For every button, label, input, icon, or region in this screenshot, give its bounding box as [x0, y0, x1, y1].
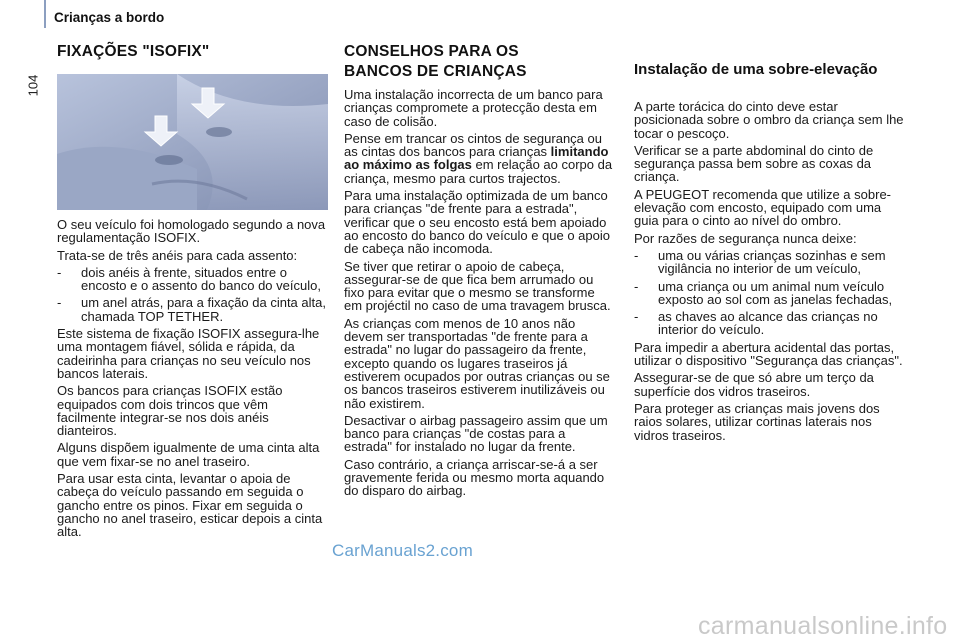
isofix-list [57, 266, 329, 323]
paragraph: Verificar se a parte abdominal do cinto de segurança passa bem sobre as coxas da criança. [634, 142, 874, 185]
paragraph: Assegurar-se de que só abre um terço da superfície dos vidros traseiros. [634, 370, 874, 399]
booster-body [634, 100, 909, 446]
paragraph: Por razões de segurança nunca deixe: [634, 230, 857, 246]
header-accent-bar [44, 0, 46, 28]
booster-section [634, 61, 909, 78]
page-number: 104 [25, 74, 41, 97]
paragraph: Pense em trancar os cintos de segurança ou as cintas dos bancos para crianças limitando ao máximo as folgas em relação ao corpo da criança, mesmo para curtos trajectos. [344, 130, 613, 186]
paragraph: Os bancos para crianças ISOFIX estão equipados com dois trincos que vêm facilmente integrar-se nos dois anéis dianteiros. [57, 383, 283, 439]
paragraph: Trata-se de três anéis para cada assento: [57, 247, 298, 263]
advice-section [344, 42, 616, 82]
paragraph: Desactivar o airbag passageiro assim que um banco para crianças "de costas para a estrada" for instalado no lugar da frente. [344, 412, 608, 455]
section-title: Crianças a bordo [54, 10, 165, 25]
advice-heading-line1: CONSELHOS PARA OS [344, 43, 519, 60]
seat-illustration [57, 74, 328, 210]
safety-list [634, 249, 909, 337]
paragraph: Para impedir a abertura acidental das portas, utilizar o dispositivo "Segurança das crianças". [634, 339, 903, 369]
watermark-carmanuals2[interactable]: CarManuals2.com [332, 541, 473, 560]
paragraph: O seu veículo foi homologado segundo a nova regulamentação ISOFIX. [57, 217, 326, 246]
paragraph: Caso contrário, a criança arriscar-se-á a ser gravemente ferida ou mesmo morta aquando do disparo do airbag. [344, 456, 605, 499]
advice-body [344, 88, 616, 502]
isofix-section [57, 42, 329, 62]
paragraph: Para proteger as crianças mais jovens dos raios solares, utilizar cortinas laterais nos vidros traseiros. [634, 400, 880, 443]
paragraph: A PEUGEOT recomenda que utilize a sobre-elevação com encosto, equipado com uma guia para o cinto ao nível do ombro. [634, 186, 891, 229]
isofix-body [57, 218, 329, 543]
isofix-heading: FIXAÇÕES "ISOFIX" [57, 43, 210, 60]
paragraph: Para usar esta cinta, levantar o apoia de cabeça do veículo passando em seguida o gancho entre os pinos. Fixar em seguida o gancho no anel traseiro, esticar depois a cinta alta. [57, 471, 323, 540]
advice-heading-line2: BANCOS DE CRIANÇAS [344, 63, 527, 80]
paragraph: Alguns dispõem igualmente de uma cinta alta que vem fixar-se no anel traseiro. [57, 440, 320, 469]
isofix-seat-photo [57, 74, 328, 210]
list-item: - um anel atrás, para a fixação da cinta alta, chamada TOP TETHER. [57, 295, 326, 324]
paragraph: As crianças com menos de 10 anos não devem ser transportadas "de frente para a estrada" no lugar do passageiro da frente, excepto quando os lugares traseiros já estiverem ocupados por outras crianças ou se os bancos traseiros estiverem inutilizáveis ou não existirem. [344, 315, 610, 411]
paragraph: Para uma instalação optimizada de um banco para crianças "de frente para a estrada", verificar que o seu encosto está bem apoiado ao encosto do banco do veículo e que o apoio de cabeça não incomoda. [344, 188, 610, 257]
emphasis-text: limitando ao máximo as folgas [344, 144, 609, 173]
list-item: - uma criança ou um animal num veículo exposto ao sol com as janelas fechadas, [634, 278, 893, 307]
list-item: - dois anéis à frente, situados entre o encosto e o assento do banco do veículo, [57, 264, 321, 294]
paragraph: Este sistema de fixação ISOFIX assegura-lhe uma montagem fiável, sólida e rápida, da cadeirinha para crianças no seu veículo nos bancos laterais. [57, 326, 320, 381]
paragraph: A parte torácica do cinto deve estar posicionada sobre o ombro da criança sem lhe tocar o pescoço. [634, 99, 904, 141]
booster-heading: Instalação de uma sobre-elevação [634, 61, 878, 78]
paragraph: Uma instalação incorrecta de um banco para crianças compromete a protecção desta em caso de colisão. [344, 87, 603, 129]
list-item: - uma ou várias crianças sozinhas e sem vigilância no interior de um veículo, [634, 247, 886, 277]
watermark-carmanualsonline[interactable]: carmanualsonline.info [698, 612, 948, 640]
paragraph: Se tiver que retirar o apoio de cabeça, assegurar-se de que fica bem arrumado ou fixo para evitar que o mesmo se transforme em projéctil no caso de uma travagem brusca. [344, 258, 611, 314]
list-item: - as chaves ao alcance das crianças no interior do veículo. [634, 309, 878, 338]
